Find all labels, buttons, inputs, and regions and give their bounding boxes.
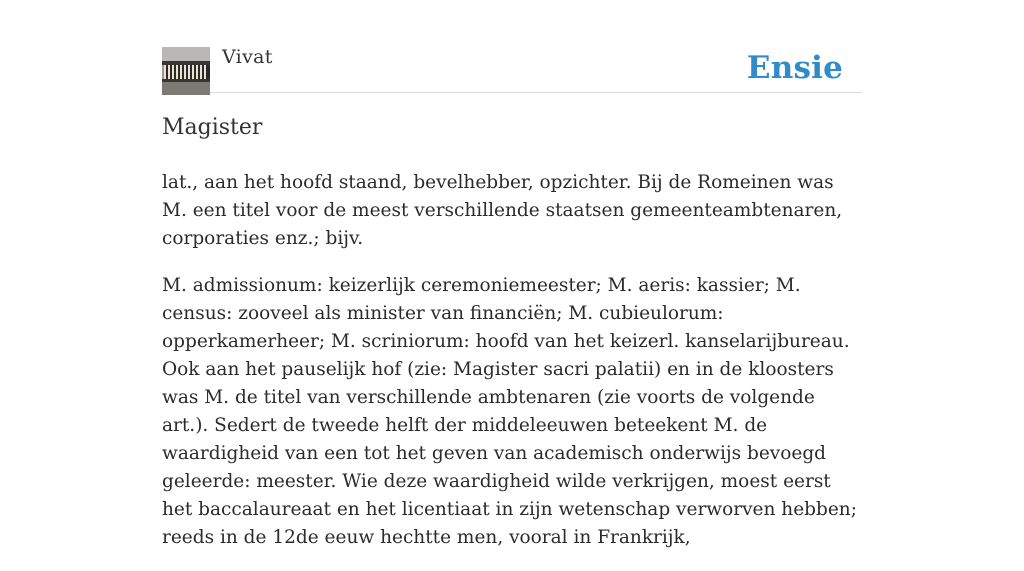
brand-logo[interactable]: Ensie xyxy=(746,50,843,86)
article-paragraph: M. admissionum: keizerlijk ceremoniemeester; M. aeris: kassier; M. census: zooveel als minister van financiën; M. cubieulorum: opperkamerheer; M. scriniorum: hoofd van het keizerl. kanselarijbureau. Ook aan het pauselijk hof (zie: Magister sacri palatii) en in de kloosters was M. de titel van verschillende ambtenaren (zie voorts de volgende art.). Sedert de tweede helft der middeleeuwen beteekent M. de waardigheid van een tot het geven van academisch onderwijs bevoegd geleerde: meester. Wie deze waardigheid wilde verkrijgen, moest eerst het baccalaureaat en het licentiaat in zijn wetenschap verworven hebben; reeds in de 12de eeuw hechtte men, vooral in Frankrijk, xyxy=(162,275,857,548)
bookshelf-avatar-icon xyxy=(162,47,210,95)
header xyxy=(162,46,862,93)
author-name[interactable]: Vivat xyxy=(222,46,273,68)
article-paragraph: lat., aan het hoofd staand, bevelhebber, opzichter. Bij de Romeinen was M. een titel voor de meest verschillende staatsen gemeenteambtenaren, corporaties enz.; bijv. xyxy=(162,172,843,249)
article-body xyxy=(162,169,862,571)
author-avatar[interactable] xyxy=(162,47,210,95)
article-title: Magister xyxy=(162,115,263,140)
